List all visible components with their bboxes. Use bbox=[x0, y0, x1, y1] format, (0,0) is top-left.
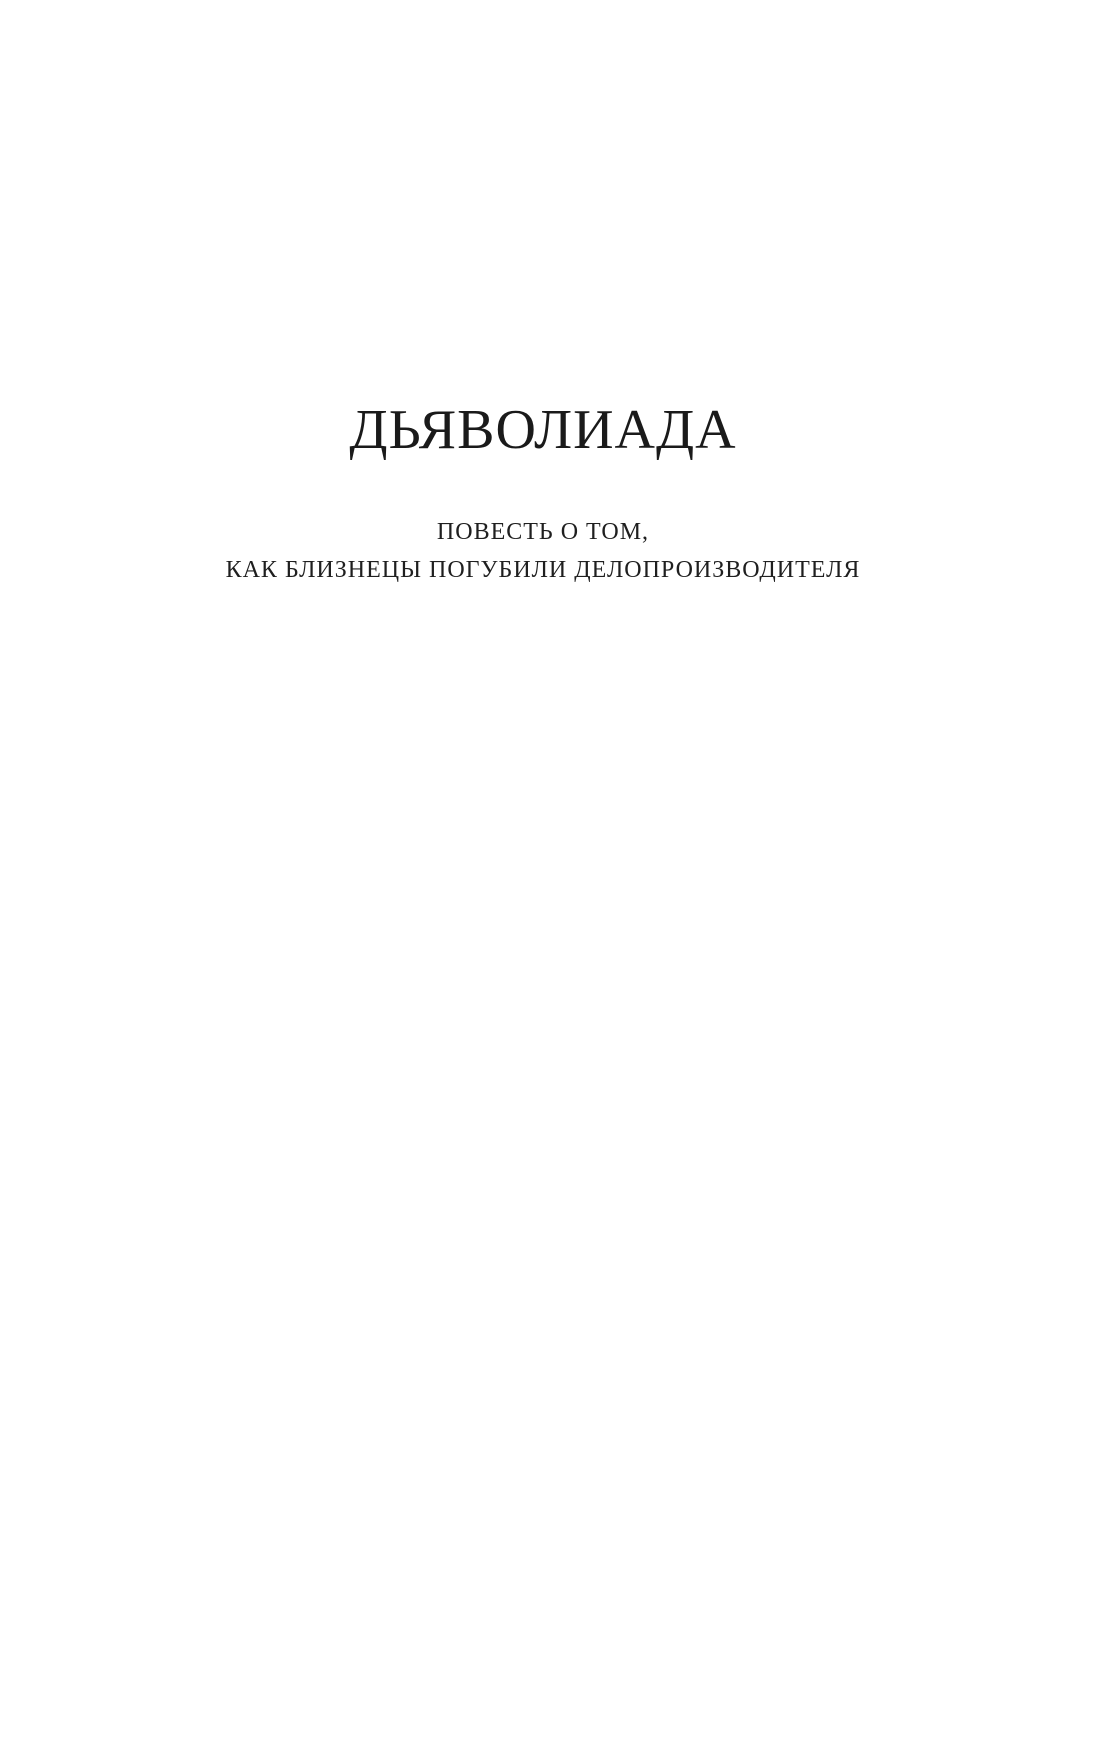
subtitle-line-2: КАК БЛИЗНЕЦЫ ПОГУБИЛИ ДЕЛОПРОИЗВОДИТЕЛЯ bbox=[225, 557, 861, 583]
book-title: ДЬЯВОЛИАДА bbox=[349, 399, 737, 461]
book-subtitle bbox=[0, 513, 1086, 589]
subtitle-line-1: ПОВЕСТЬ О ТОМ, bbox=[436, 519, 650, 545]
